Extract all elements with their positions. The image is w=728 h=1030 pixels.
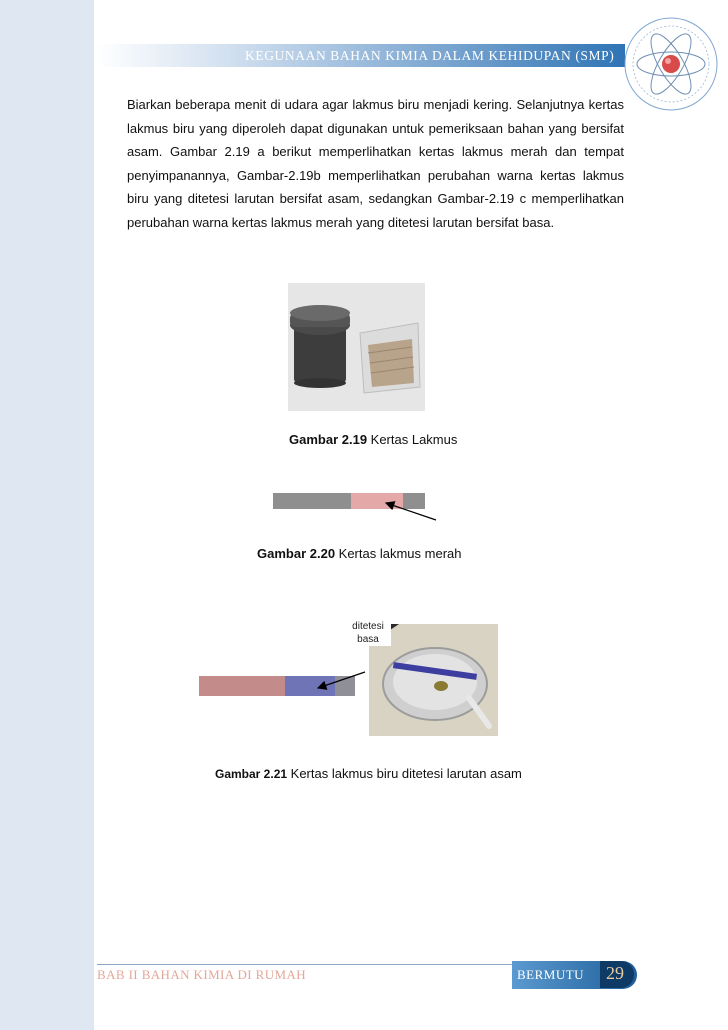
litmus-container-photo bbox=[288, 283, 425, 411]
drop-base-label: ditetesi basa bbox=[345, 620, 391, 646]
header-title: KEGUNAAN BAHAN KIMIA DALAM KEHIDUPAN (SMP) bbox=[245, 48, 615, 63]
footer-chapter: BAB II BAHAN KIMIA DI RUMAH bbox=[97, 967, 307, 982]
left-margin-band bbox=[0, 0, 94, 1030]
figure-2-20-caption: Gambar 2.20 Kertas lakmus merah bbox=[257, 546, 462, 561]
red-litmus-strip bbox=[273, 491, 425, 511]
blue-litmus-strip bbox=[199, 674, 355, 698]
footer-divider bbox=[97, 964, 512, 965]
figure-2-21-caption: Gambar 2.21 Kertas lakmus biru ditetesi larutan asam bbox=[215, 766, 522, 781]
figure-2-19-caption: Gambar 2.19 Kertas Lakmus bbox=[289, 432, 458, 447]
footer-brand: BERMUTU bbox=[517, 967, 585, 982]
atom-emblem-icon bbox=[622, 15, 720, 113]
body-paragraph: Biarkan beberapa menit di udara agar lakmus biru menjadi kering. Selanjutnya kertas lakmus biru yang diperoleh dapat digunakan untuk pemeriksaan bahan yang bersifat asam. Gambar 2.19 a berikut memperlihatkan kertas lakmus merah dan tempat penyimpanannya, Gambar-2.19b memperlihatkan perubahan warna kertas lakmus biru yang ditetesi larutan bersifat asam, sedangkan Gambar-2.19 c memperlihatkan perubahan warna kertas lakmus merah yang ditetesi larutan bersifat basa. bbox=[127, 97, 624, 230]
page-number: 29 bbox=[606, 963, 624, 983]
